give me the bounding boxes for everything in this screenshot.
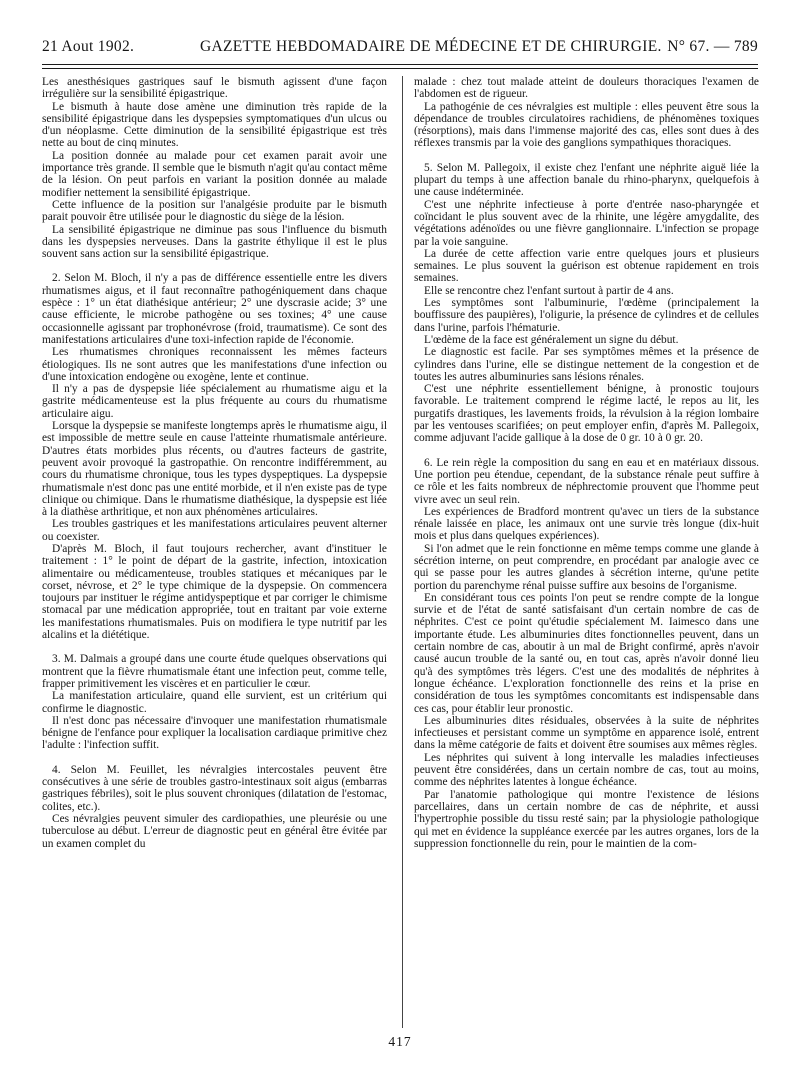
paragraph: La position donnée au malade pour cet examen parait avoir une importance très grande. Il semble que le bismuth n'agit qu'au contact même de la lésion. On peut parfois en variant la position donnée au malade modifier nettement la sensibilité épigastrique.: [42, 149, 387, 199]
paragraph: Les albuminuries dites résiduales, observées à la suite de néphrites infectieuses et persistant comme un symptôme en apparence isolé, entrent dans la même catégorie de faits et doivent être soumises aux mêmes règles.: [414, 714, 759, 752]
paragraph: En considérant tous ces points l'on peut se rendre compte de la longue survie et de l'état de santé satisfaisant d'un certain nombre de cas de néphrites. C'est ce point qu'étudie spécialement M. Iaimesco dans une importante étude. Les albuminuries dites fonctionnelles peuvent, dans un certain nombre de cas, aboutir à un mal de Bright confirmé, après n'avoir causé aucun trouble de la santé ou, en tout cas, après n'avoir donné lieu qu'à des symptômes très légers. C'est une des modalités de néphrites à longue échéance. L'exploration fonctionnelle des reins et la prise en considération de tous les symptômes concomitants est indispensable dans ces cas, pour établir leur pronostic.: [414, 591, 759, 715]
paragraph: Il n'est donc pas nécessaire d'invoquer une manifestation rhumatismale bénigne de l'enfance pour expliquer la localisation cardiaque primitive chez l'adulte : l'infection suffit.: [42, 714, 387, 752]
page-header: [42, 38, 758, 60]
journal-title: GAZETTE HEBDOMADAIRE DE MÉDECINE ET DE CHIRURGIE.: [200, 38, 662, 55]
paragraph: Cette influence de la position sur l'analgésie produite par le bismuth parait pouvoir être utilisée pour le diagnostic du siège de la lésion.: [42, 198, 387, 224]
paragraph: C'est une néphrite infectieuse à porte d'entrée naso-pharyngée et coïncidant le plus souvent avec de la rhinite, une légère amygdalite, des végétations adénoïdes ou une fièvre ganglionnaire. L'infection se propage par la voie sanguine.: [414, 198, 759, 248]
paragraph: C'est une néphrite essentiellement bénigne, à pronostic toujours favorable. Le traitement comprend le régime lacté, le repos au lit, les purgatifs drastiques, les lavements froids, la révulsion à la région lombaire par les ventouses scarifiées; on peut employer enfin, d'après M. Pallegoix, comme adjuvant l'acide gallique à la dose de 0 gr. 10 à 0 gr. 20.: [414, 383, 759, 445]
paragraph: Par l'anatomie pathologique qui montre l'existence de lésions parcellaires, dans un certain nombre de cas de néphrite, et aussi l'hypertrophie possible du tissu resté sain; par la physiologie pathologique qui met en évidence la suppléance exercée par les autres organes, lors de la suppression fonctionnelle du rein, pour le maintien de la com-: [414, 788, 759, 850]
header-rule-bottom: [42, 68, 758, 69]
section-paragraph: 4. Selon M. Feuillet, les névralgies intercostales peuvent être consécutives à une série de troubles gastro-intestinaux soit aigus (embarras gastriques fébriles), soit le plus souvent chroniques (dilatation de l'estomac, colites, etc.).: [42, 763, 387, 813]
paragraph: Les néphrites qui suivent à long intervalle les maladies infectieuses peuvent être considérées, dans un certain nombre de cas, tout au moins, comme des néphrites latentes à longue échéance.: [414, 751, 759, 789]
paragraph: Lorsque la dyspepsie se manifeste longtemps après le rhumatisme aigu, il est impossible de mettre seule en cause l'atteinte rhumatismale antérieure. D'autres états morbides plus récents, ou d'autres facteurs de gastrite, peuvent avoir provoqué la gastropathie. On rencontre indifféremment, au cours du rhumatisme chronique, tous les types dyspeptiques. La dyspepsie rhumatismale n'est donc pas une entité morbide, et il n'en existe pas de type clinique ou chimique. Dans le rhumatisme diathésique, la dyspepsie est liée à la diathèse arthritique, et non aux phénomènes articulaires.: [42, 420, 387, 519]
paragraph: Les symptômes sont l'albuminurie, l'œdème (principalement la bouffissure des paupières), l'oligurie, la présence de cylindres et de cellules dans l'urine, parfois l'hématurie.: [414, 297, 759, 334]
paragraph: D'après M. Bloch, il faut toujours rechercher, avant d'instituer le traitement : 1° le point de départ de la gastrite, infection, intoxication alimentaire ou médicamenteuse, troubles statiques et mécaniques par le corset, névrose, et 2° le type chimique de la dyspepsie. On commencera toujours par instituer le régime antidyspeptique et par corriger le chimisme stomacal par une médication appropriée, tout en traitant par voie externe les manifestations rhumatismales. Puis on modifiera le type nutritif par les alcalins et la diététique.: [42, 542, 387, 642]
paragraph: Elle se rencontre chez l'enfant surtout à partir de 4 ans.: [424, 284, 674, 297]
right-column: [414, 76, 759, 850]
paragraph: Les rhumatismes chroniques reconnaissent les mêmes facteurs étiologiques. Ils ne sont autres que les manifestations d'une infection ou d'une intoxication endogène ou exogène, lente et continue.: [42, 346, 387, 383]
paragraph: Ces névralgies peuvent simuler des cardiopathies, une pleurésie ou une tuberculose au début. L'erreur de diagnostic peut en général être évitée par un examen complet du: [42, 812, 387, 850]
paragraph: Les anesthésiques gastriques sauf le bismuth agissent d'une façon irrégulière sur la sensibilité épigastrique.: [42, 76, 387, 101]
paragraph: malade : chez tout malade atteint de douleurs thoraciques l'examen de l'abdomen est de rigueur.: [414, 76, 759, 101]
paragraph: Si l'on admet que le rein fonctionne en même temps comme une glande à sécrétion interne, on peut comprendre, en procédant par analogie avec ce qui se passe pour les autres glandes à sécrétion interne, qu'une petite portion du parenchyme rénal puisse suffire aux besoins de l'organisme.: [414, 542, 759, 592]
paragraph: L'œdème de la face est généralement un signe du début.: [424, 333, 679, 346]
section-paragraph: 3. M. Dalmais a groupé dans une courte étude quelques observations qui montrent que la fièvre rhumatismale étant une infection peut, comme telle, frapper primitivement les viscères et en particulier le cœur.: [42, 653, 387, 690]
paragraph: Les expériences de Bradford montrent qu'avec un tiers de la substance rénale laissée en place, les animaux ont une survie très longue (dix-huit mois et plus dans quelques expériences).: [414, 505, 759, 543]
paragraph: Le diagnostic est facile. Par ses symptômes mêmes et la présence de cylindres dans l'urine, elle se distingue nettement de la congestion et de toutes les autres albuminuries sans lésions rénales.: [414, 346, 759, 383]
paragraph: La sensibilité épigastrique ne diminue pas sous l'influence du bismuth dans les dyspepsies nerveuses. Dans la gastrite éthylique il est le plus souvent sans action sur la sensibilité épigastrique.: [42, 223, 387, 261]
section-paragraph: 5. Selon M. Pallegoix, il existe chez l'enfant une néphrite aiguë liée la plupart du temps à une affection banale du rhino-pharynx, quelquefois à une cause indéterminée.: [414, 161, 759, 199]
left-column: [42, 76, 387, 850]
column-divider: [402, 76, 403, 1028]
paragraph: La durée de cette affection varie entre quelques jours et plusieurs semaines. Le plus souvent la guérison est obtenue rapidement en trois semaines.: [414, 247, 759, 285]
issue-number: N° 67. — 789: [667, 38, 758, 55]
paragraph: La pathogénie de ces névralgies est multiple : elles peuvent être sous la dépendance de troubles circulatoires rachidiens, de phénomènes toxiques (résorptions), mais dans l'immense majorité des cas, elles sont dues à des réflexes transmis par la voie des ganglions sympathiques thoraciques.: [414, 100, 759, 150]
paragraph: La manifestation articulaire, quand elle survient, est un critérium qui confirme le diagnostic.: [42, 690, 387, 715]
paragraph: Les troubles gastriques et les manifestations articulaires peuvent alterner ou coexister.: [42, 518, 387, 543]
page-number: 417: [388, 1034, 412, 1049]
header-rule-top: [42, 64, 758, 65]
paragraph: Le bismuth à haute dose amène une diminution très rapide de la sensibilité épigastrique dans les dyspepsies symptomatiques d'un ulcus ou d'un néoplasme. Cette diminution de la sensibilité épigastrique est très nette au bout de cinq minutes.: [42, 100, 387, 150]
section-paragraph: 6. Le rein règle la composition du sang en eau et en matériaux dissous. Une portion peu étendue, cependant, de la substance rénale peut suffire à ce rôle et les faits nombreux de néphrectomie prouvent que l'homme peut vivre avec un seul rein.: [414, 456, 759, 506]
paragraph: Il n'y a pas de dyspepsie liée spécialement au rhumatisme aigu et la gastrite médicamenteuse est la plus fréquente au cours du rhumatisme articulaire aigu.: [42, 383, 387, 420]
section-paragraph: 2. Selon M. Bloch, il n'y a pas de différence essentielle entre les divers rhumatismes aigus, et il faut reconnaître pathogéniquement dans chaque espèce : 1° un état diathésique antérieur; 2° une dyscrasie acide; 3° une cause efficiente, le microbe pathogène ou ses toxines; 4° une cause occasionnelle agissant par trophonévrose (froid, traumatisme). Ce sont des manifestations articulaires d'une toxi-infection rapide de l'économie.: [42, 272, 387, 346]
issue-date: 21 Aout 1902.: [42, 38, 135, 55]
